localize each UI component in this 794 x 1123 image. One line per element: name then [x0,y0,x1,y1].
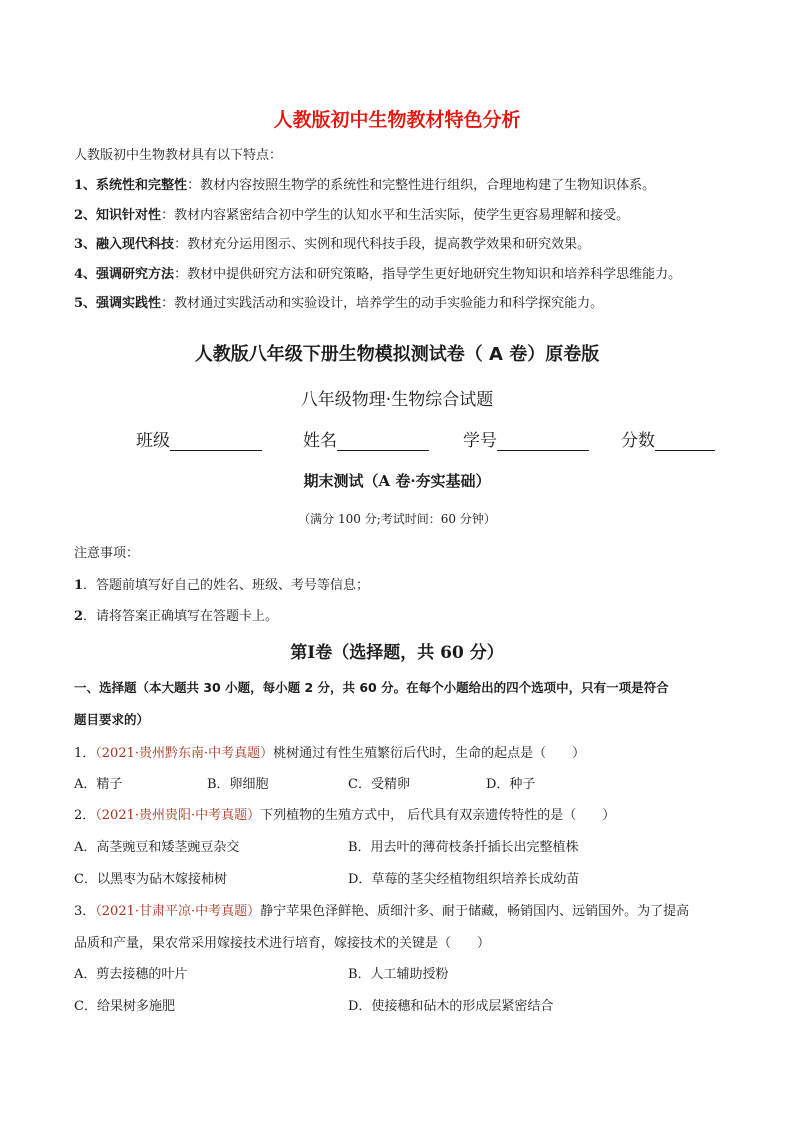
score-field: 分数 [621,426,715,451]
feature-item: 5、强调实践性：教材通过实践活动和实验设计，培养学生的动手实验能力和科学探究能力。 [74,296,604,311]
exam-subtitle: 八年级物理·生物综合试题 [300,390,494,410]
notes-title: 注意事项： [74,546,140,561]
class-field: 班级 [136,426,262,451]
question-stem: 2．（2021·贵州贵阳·中考真题）下列植物的生殖方式中， 后代具有双亲遗传特性的是（ ） [74,808,616,823]
score-info: （满分 100 分;考试时间：60 分钟） [298,512,496,526]
option-a[interactable]: A．精子 [74,777,123,792]
option-d[interactable]: D．种子 [486,777,536,792]
analysis-title: 人教版初中生物教材特色分析 [273,109,521,131]
feature-item: 1、系统性和完整性：教材内容按照生物学的系统性和完整性进行组织，合理地构建了生物知识体系。 [74,178,656,193]
exam-title: 人教版八年级下册生物模拟测试卷（ A 卷）原卷版 [194,344,600,365]
question-source: （2021·贵州黔东南·中考真题） [95,746,274,761]
feature-item: 4、强调研究方法：教材中提供研究方法和研究策略，指导学生更好地研究生物知识和培养科学思维能力。 [74,267,682,282]
note-item: 1．答题前填写好自己的姓名、班级、考号等信息； [74,578,370,593]
option-c[interactable]: C．以黑枣为砧木嫁接柿树 [74,872,227,887]
option-b[interactable]: B．用去叶的薄荷枝条扦插长出完整植株 [348,840,579,855]
test-name: 期末测试（A 卷·夯实基础） [303,472,491,490]
option-c[interactable]: C．给果树多施肥 [74,999,175,1014]
option-c[interactable]: C．受精卵 [348,777,410,792]
option-a[interactable]: A．剪去接穗的叶片 [74,967,188,982]
question-source: （2021·贵州贵阳·中考真题） [95,808,261,823]
student-id-field: 学号 [463,426,589,451]
feature-item: 3、融入现代科技：教材充分运用图示、实例和现代科技手段，提高教学效果和研究效果。 [74,237,591,252]
analysis-intro: 人教版初中生物教材具有以下特点： [74,148,283,163]
name-field: 姓名 [303,426,429,451]
option-a[interactable]: A．高茎豌豆和矮茎豌豆杂交 [74,840,240,855]
section-title: 第Ⅰ卷（选择题，共 60 分） [290,643,504,663]
option-b[interactable]: B．人工辅助授粉 [348,967,449,982]
instruction-line: 一、选择题（本大题共 30 小题，每小题 2 分，共 60 分。在每个小题给出的四个选项中，只有一项是符合 [74,680,669,695]
note-item: 2．请将答案正确填写在答题卡上。 [74,609,279,624]
option-b[interactable]: B．卵细胞 [207,777,269,792]
question-stem-continued: 品质和产量，果农常采用嫁接技术进行培育，嫁接技术的关键是（ ） [74,936,491,951]
question-stem: 1．（2021·贵州黔东南·中考真题）桃树通过有性生殖繁衍后代时，生命的起点是（ ） [74,746,586,761]
feature-item: 2、知识针对性：教材内容紧密结合初中学生的认知水平和生活实际，使学生更容易理解和接受。 [74,208,630,223]
question-source: （2021·甘肃平凉·中考真题） [95,904,261,919]
question-stem: 3．（2021·甘肃平凉·中考真题）静宁苹果色泽鲜艳、质细汁多、耐于储藏，畅销国内、远销国外。为了提高 [74,904,690,919]
instruction-line: 题目要求的） [74,712,150,727]
option-d[interactable]: D．使接穗和砧木的形成层紧密结合 [348,999,554,1014]
option-d[interactable]: D．草莓的茎尖经植物组织培养长成幼苗 [348,872,580,887]
